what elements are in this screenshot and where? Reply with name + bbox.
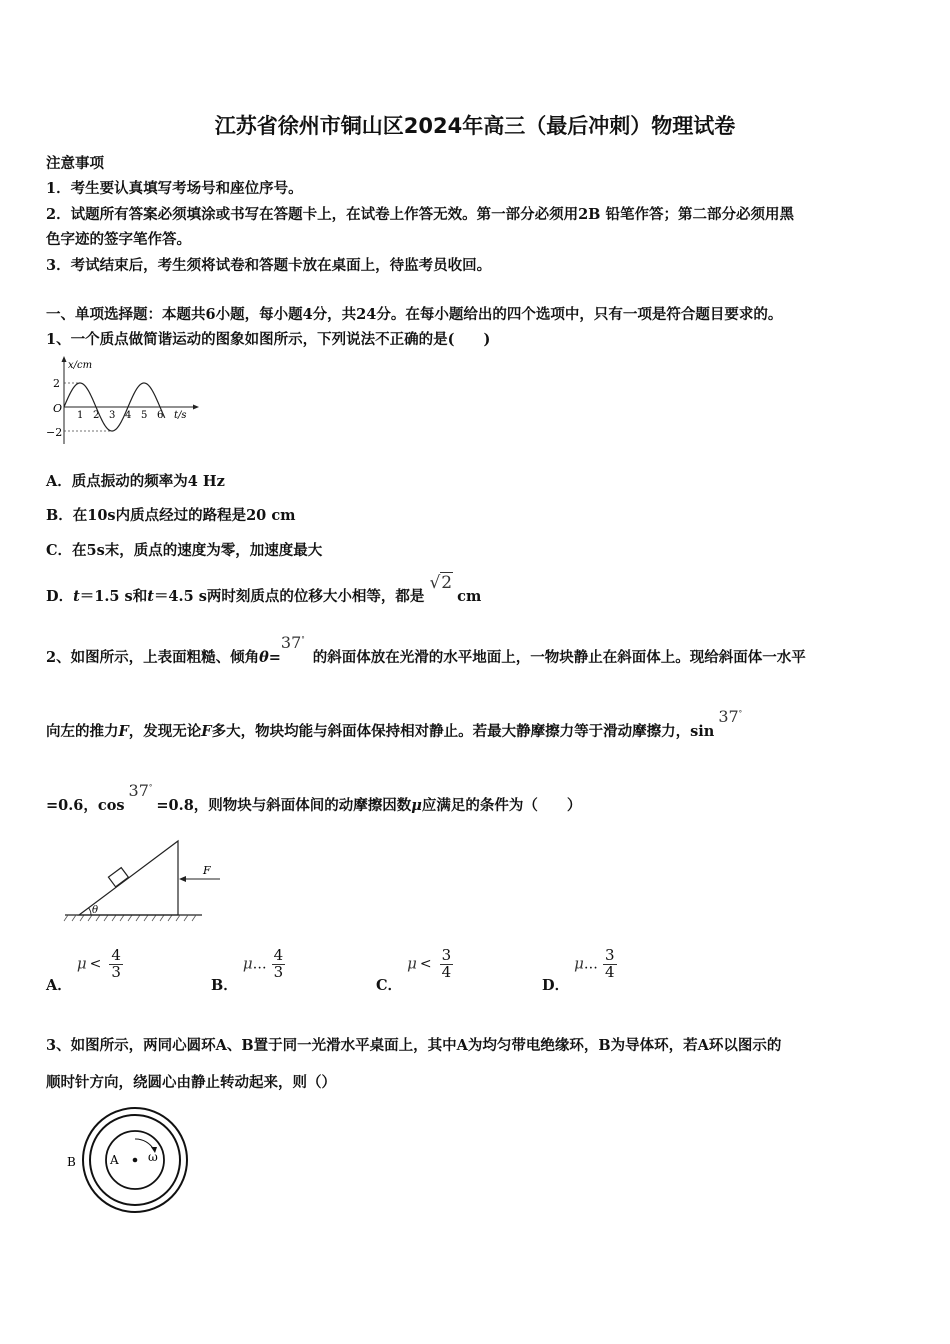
page-title: 江苏省徐州市铜山区2024年高三（最后冲刺）物理试卷 bbox=[214, 114, 736, 138]
ring-center bbox=[133, 1158, 138, 1163]
y-axis-arrow bbox=[62, 356, 67, 362]
incline-figure bbox=[62, 835, 227, 930]
x-tick-label: 1 bbox=[77, 410, 84, 421]
x-tick-label: 2 bbox=[93, 410, 100, 421]
y-axis-label: x/cm bbox=[68, 360, 93, 371]
force-label: F bbox=[203, 864, 211, 877]
angle-label: θ bbox=[92, 905, 99, 916]
shm-graph bbox=[44, 352, 204, 447]
x-axis-label: t/s bbox=[174, 410, 187, 421]
notice-item: 1．考生要认真填写考场号和座位序号。 bbox=[46, 180, 303, 197]
angle-arc bbox=[89, 908, 91, 915]
x-tick-label: 4 bbox=[125, 410, 132, 421]
incline-wedge bbox=[79, 841, 178, 915]
question-3-line-2: 顺时针方向，绕圆心由静止转动起来，则（） bbox=[46, 1074, 336, 1091]
y-tick-label: 2 bbox=[53, 377, 60, 390]
sqrt-expression: √2 bbox=[429, 573, 453, 593]
notice-item: 色字迹的签字笔作答。 bbox=[46, 231, 191, 248]
y-tick-label: −2 bbox=[46, 426, 63, 439]
label-a: A bbox=[110, 1153, 119, 1167]
q2-option-b[interactable]: B． μ… $\frac{4}{3}$ bbox=[211, 946, 284, 995]
q1-option-b[interactable]: B．在10s内质点经过的路程是20 cm bbox=[46, 507, 296, 524]
x-axis-arrow bbox=[193, 405, 199, 410]
q1-option-d[interactable]: D．t＝1.5 s和t＝4.5 s两时刻质点的位移大小相等，都是 √2cm bbox=[46, 573, 482, 605]
rotation-arrow bbox=[135, 1139, 154, 1150]
concentric-rings-figure bbox=[62, 1102, 197, 1217]
q2-option-d[interactable]: D． μ… $\frac{3}{4}$ bbox=[542, 946, 615, 995]
block bbox=[108, 868, 128, 887]
question-2-line-1: 2、如图所示，上表面粗糙、倾角θ=37°的斜面体放在光滑的水平地面上，一物块静止在斜面体上。现给斜面体一水平 bbox=[46, 633, 806, 666]
notice-item: 3．考试结束后，考生须将试卷和答题卡放在桌面上，待监考员收回。 bbox=[46, 257, 492, 274]
question-3-line-1: 3、如图所示，两同心圆环A、B置于同一光滑水平桌面上，其中A为均匀带电绝缘环，B为导体环，若A环以图示的 bbox=[46, 1037, 782, 1054]
ground-hatching bbox=[64, 915, 196, 921]
x-tick-label: 6 bbox=[157, 410, 164, 421]
q1-option-c[interactable]: C．在5s末，质点的速度为零，加速度最大 bbox=[46, 542, 323, 559]
notice-heading: 注意事项 bbox=[46, 155, 104, 172]
force-arrowhead bbox=[179, 876, 186, 882]
x-tick-label: 5 bbox=[141, 410, 148, 421]
q2-option-a[interactable]: A． μ < $\frac{4}{3}$ bbox=[46, 946, 121, 995]
question-2-line-3: =0.6，cos37°=0.8，则物块与斜面体间的动摩擦因数μ应满足的条件为（ ） bbox=[46, 781, 582, 814]
q2-option-c[interactable]: C． μ < $\frac{3}{4}$ bbox=[376, 946, 452, 995]
origin-label: O bbox=[53, 402, 63, 415]
label-b: B bbox=[67, 1155, 76, 1169]
q1-option-a[interactable]: A．质点振动的频率为4 Hz bbox=[46, 473, 225, 490]
question-1-stem: 1、一个质点做简谐运动的图象如图所示，下列说法不正确的是( ) bbox=[46, 331, 491, 348]
section-heading: 一、单项选择题：本题共6小题，每小题4分，共24分。在每小题给出的四个选项中，只有一项是符合题目要求的。 bbox=[46, 306, 783, 323]
omega-label: ω bbox=[148, 1150, 158, 1164]
question-2-line-2: 向左的推力F，发现无论F多大，物块均能与斜面体保持相对静止。若最大静摩擦力等于滑动摩擦力，sin37° bbox=[46, 707, 743, 740]
x-tick-label: 3 bbox=[109, 410, 116, 421]
notice-item: 2．试题所有答案必须填涂或书写在答题卡上，在试卷上作答无效。第一部分必须用2B 铅笔作答；第二部分必须用黑 bbox=[46, 206, 794, 223]
